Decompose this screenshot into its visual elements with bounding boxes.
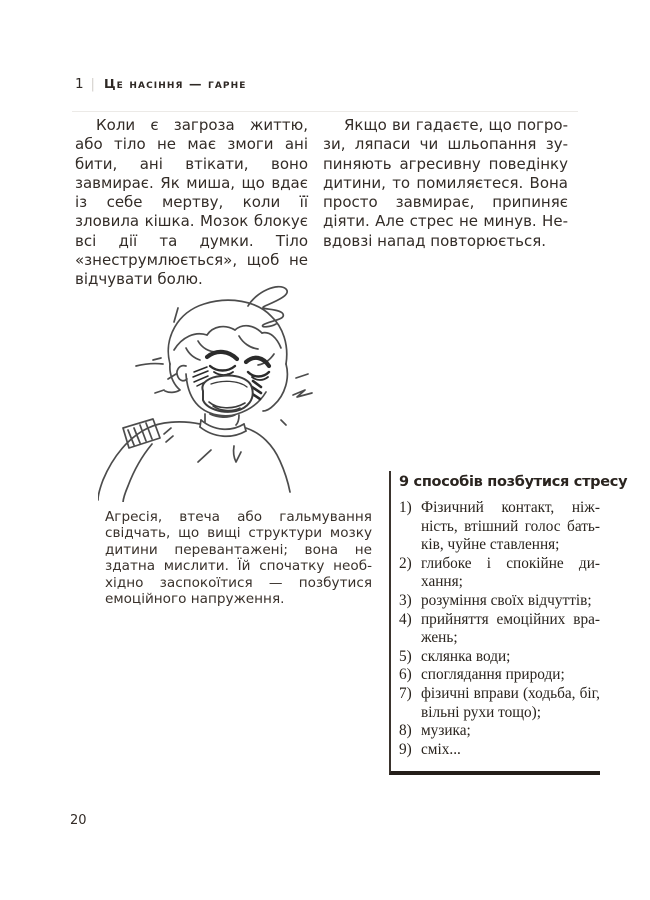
list-item-text: фізичні вправи (ходьба, біг, вільні рухи тощо); — [421, 684, 600, 721]
right-shoulder — [246, 428, 290, 492]
list-item-text: склянка води; — [421, 647, 511, 665]
list-item-number: 3) — [399, 591, 412, 609]
list-item-text: сміх... — [421, 740, 461, 758]
list-item-number: 8) — [399, 722, 412, 740]
hair-bangs — [235, 326, 262, 333]
running-head — [75, 76, 247, 92]
list-item-number: 5) — [399, 647, 412, 665]
left-column-paragraph: Коли є загроза життю, або тіло не має змоги ані бити, ані втікати, воно завмирає. Як миша, що вдає із себе мертву, коли її зловила кішка. Мозок блокує всі дії та думки. Тіло «знеструмлюється», щоб не відчувати болю. — [75, 116, 308, 289]
list-item — [399, 685, 600, 722]
list-item-number: 1) — [399, 499, 412, 516]
list-item-number: 7) — [399, 684, 412, 702]
stress-mark — [174, 308, 178, 322]
left-eye-closed — [214, 372, 233, 375]
header-rule — [72, 111, 578, 112]
list-item-text: прийняття емоційних вражень; — [421, 610, 600, 647]
list-item — [399, 555, 600, 592]
list-item-text: Фізичний контакт, ніжність, втішний голос батьків, чуйне ставлення; — [421, 499, 600, 554]
list-item-number: 4) — [399, 610, 412, 628]
stress-mark — [296, 374, 308, 378]
hair-bangs — [207, 327, 235, 335]
hair — [263, 364, 287, 411]
right-eye-closed — [248, 372, 269, 377]
list-item — [399, 722, 600, 741]
stress-mark — [153, 358, 161, 360]
list-item — [399, 741, 600, 760]
list-item-number: 6) — [399, 666, 412, 684]
list-item — [399, 499, 600, 555]
hair-bangs — [174, 334, 207, 350]
left-arm — [123, 444, 152, 502]
left-eye-closed — [210, 366, 235, 371]
page-number: 20 — [70, 813, 87, 828]
scribble-spiral — [248, 287, 287, 327]
chapter-title: Це насіння — гарне — [103, 76, 247, 91]
stress-tips-list — [399, 499, 600, 759]
list-item-number: 9) — [399, 740, 412, 758]
stress-mark — [136, 364, 163, 366]
list-item — [399, 648, 600, 667]
stress-mark — [234, 446, 241, 462]
list-item-text: розуміння своїх відчуттів; — [421, 591, 592, 609]
hair-strand — [239, 336, 258, 349]
neck — [236, 415, 239, 425]
hair-bangs — [262, 333, 281, 348]
hair-strand — [198, 341, 217, 352]
stress-tips-box — [389, 471, 628, 775]
list-item-text: музика; — [421, 722, 471, 740]
stress-mark — [155, 390, 164, 393]
chapter-number: 1 — [75, 76, 84, 92]
left-shoulder — [98, 422, 200, 500]
header-separator: | — [90, 77, 95, 92]
list-item — [399, 592, 600, 611]
illustration-caption: Агресія, втеча або гальмування свідчать, що вищі структури мозку дитини перевантажені; вона не здатна мислити. Їй спочатку необхідно заспокоїтися — позбутися емоційного напруження. — [105, 509, 372, 608]
list-item — [399, 611, 600, 648]
list-item-number: 2) — [399, 554, 412, 572]
crying-child-illustration — [98, 262, 338, 502]
stress-mark — [281, 420, 286, 425]
lightning-mark — [293, 390, 312, 397]
list-item-text: споглядання природи; — [421, 666, 565, 684]
left-eyebrow — [207, 352, 237, 359]
list-item-text: глибоке і спокійне дихання; — [421, 554, 600, 591]
sleeve-fold — [164, 428, 173, 442]
hair-strand — [186, 348, 200, 360]
stress-mark — [198, 450, 211, 462]
right-column-paragraph: Якщо ви гадаєте, що погрози, ляпаси чи шльопання зупиняють агресивну поведінку дитини, то помиляєтеся. Вона просто завмирає, припиняє діяти. Але стрес не минув. Невдовзі напад повторюється. — [323, 116, 568, 250]
ear — [177, 366, 187, 381]
list-item — [399, 666, 600, 685]
stress-box-title: 9 способів позбутися стресу — [399, 474, 628, 490]
